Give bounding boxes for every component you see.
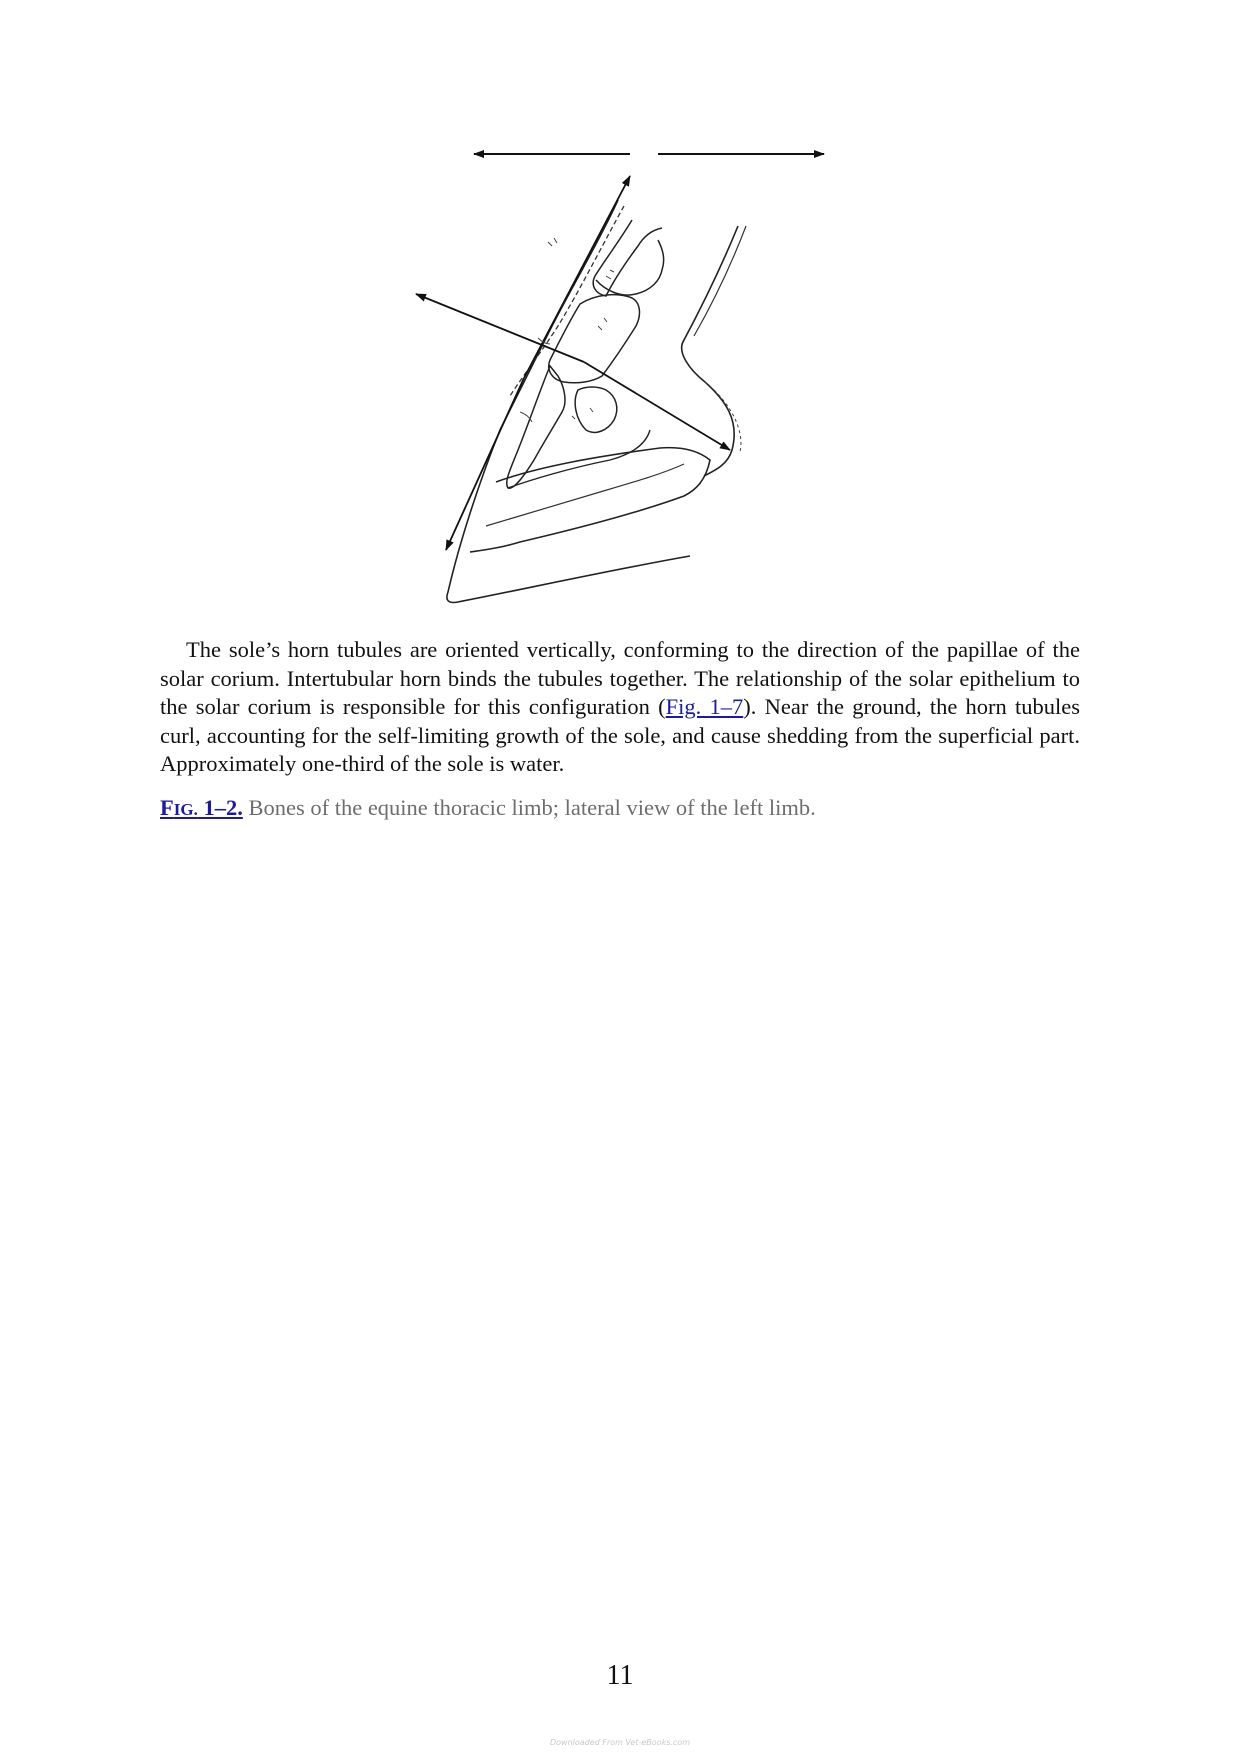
- distal-phalanx-margin: [508, 430, 650, 488]
- perpendicular-arrow-up: [416, 294, 584, 362]
- skin-dashed-line: [510, 206, 624, 396]
- fig-1-2-label-link[interactable]: [160, 795, 243, 820]
- fig-label-number: 1–2.: [197, 795, 243, 820]
- fig-1-7-link[interactable]: Fig. 1–7: [665, 694, 744, 720]
- fig-label-smallcaps: IG.: [173, 800, 198, 819]
- body-paragraph: [160, 636, 1080, 779]
- watermark-text: Downloaded From Vet-eBooks.com: [549, 1738, 690, 1747]
- sole-outline: [470, 448, 710, 552]
- fig-label-first-letter: F: [160, 795, 174, 820]
- hoof-diagram-figure: [400, 130, 860, 630]
- body-text-after-link: ). Near the ground, the horn tubules curl, accounting for the self-limiting growth of the sole, and cause shedding from the superficial part. Approximately one-third of the sole is water.: [160, 694, 1080, 777]
- heel-dashed-line: [705, 382, 741, 452]
- proximal-phalanx-joint: [596, 240, 664, 295]
- hoof-diagram-svg: [400, 130, 860, 630]
- bone-texture-marks: [520, 238, 614, 422]
- perpendicular-arrow-down: [584, 362, 730, 450]
- hoof-axis-arrow-up: [524, 176, 630, 378]
- body-text-before-link: The sole’s horn tubules are oriented vertically, conforming to the direction of the papillae of the solar corium. Intertubular horn binds the tubules together. The relationship of the solar epithelium to the solar corium is responsible for this configuration (: [160, 637, 1080, 720]
- frog-outline: [486, 464, 684, 526]
- navicular-bone: [575, 387, 617, 432]
- caption-text: Bones of the equine thoracic limb; lateral view of the left limb.: [242, 795, 816, 820]
- figure-caption: [160, 794, 1080, 824]
- pastern-back-outline-inner: [694, 226, 746, 336]
- hoof-wall-outline: [447, 200, 690, 603]
- page-number: 11: [606, 1660, 634, 1691]
- proximal-phalanx-bone: [593, 220, 662, 296]
